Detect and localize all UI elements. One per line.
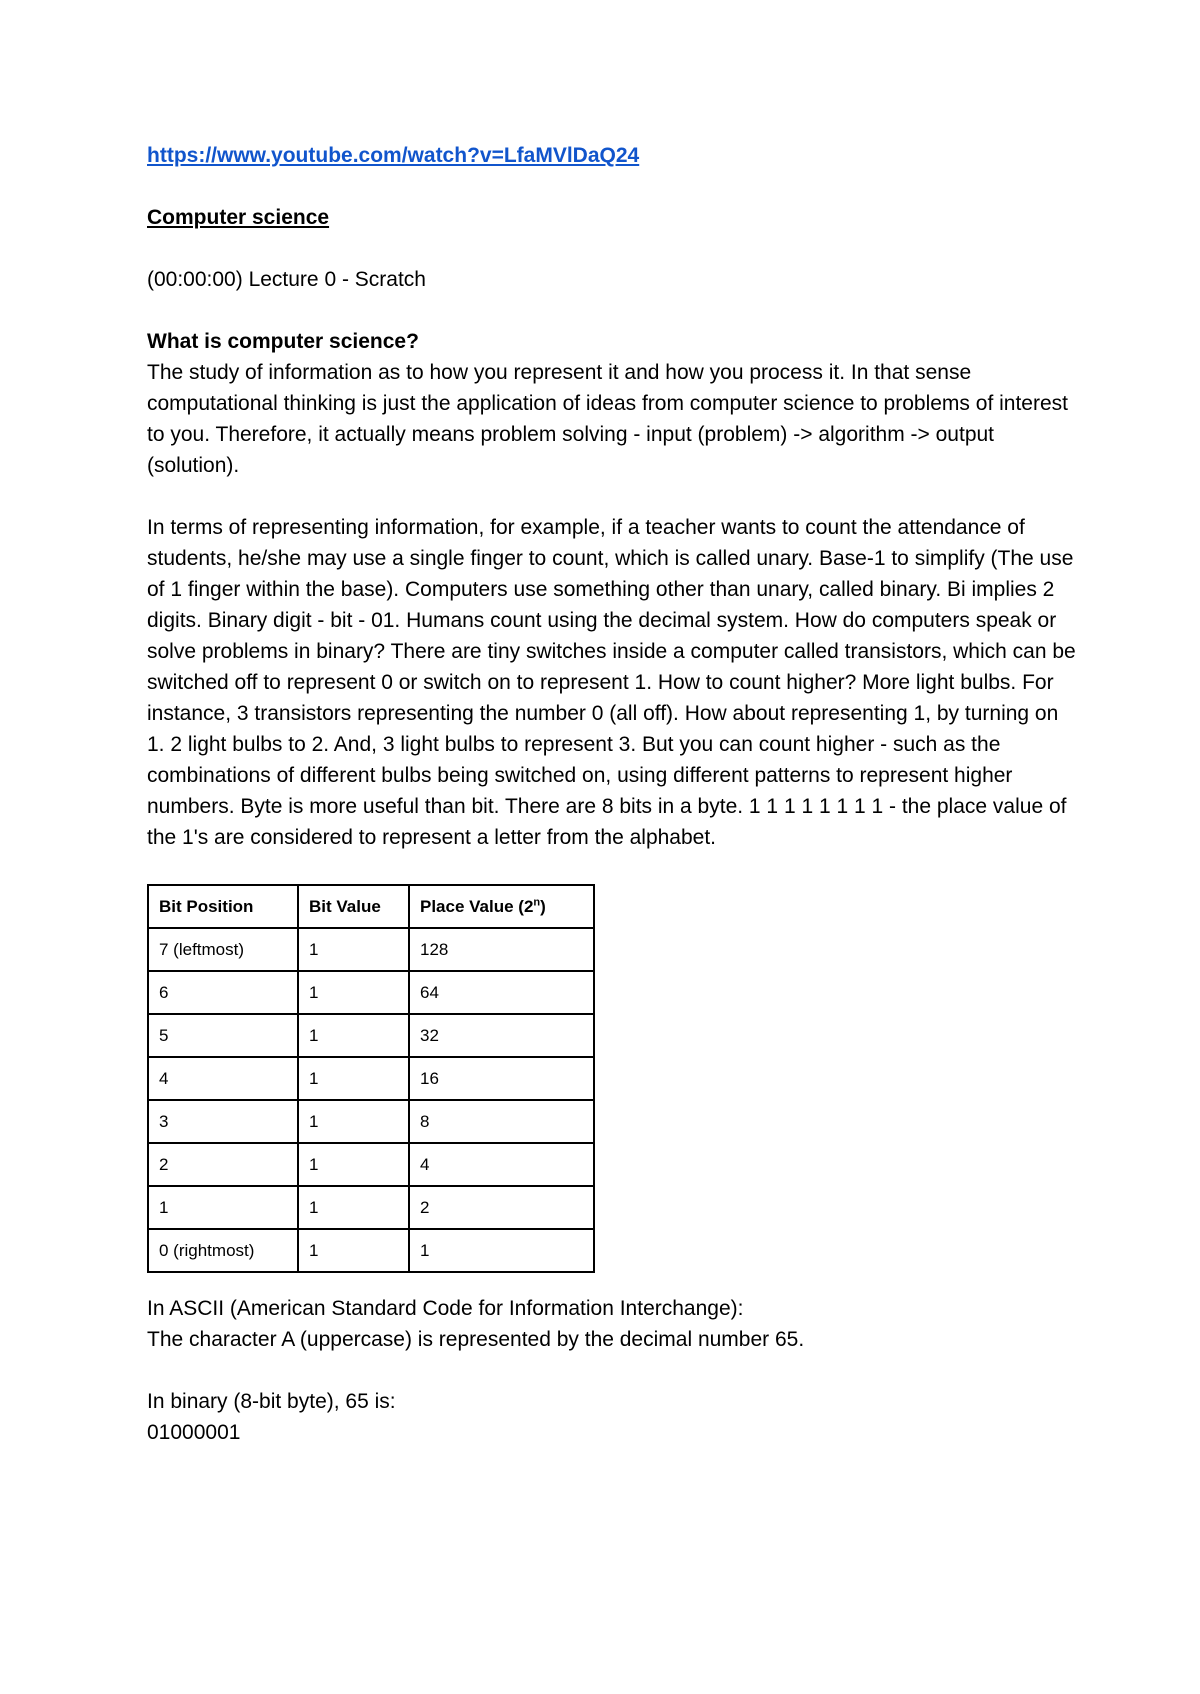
table-row (148, 971, 594, 1014)
ascii-example: The character A (uppercase) is represented by the decimal number 65. (147, 1328, 805, 1351)
cell-place: 1 (409, 1229, 594, 1272)
table-header-row (148, 885, 594, 928)
cell-position: 0 (rightmost) (148, 1229, 298, 1272)
lecture-label: (00:00:00) Lecture 0 - Scratch (147, 268, 426, 291)
cell-place: 64 (409, 971, 594, 1014)
binary-line: In binary (8-bit byte), 65 is: (147, 1390, 396, 1413)
cell-place: 32 (409, 1014, 594, 1057)
table-row (148, 1186, 594, 1229)
table-row (148, 928, 594, 971)
section-heading: What is computer science? (147, 330, 419, 353)
table-row (148, 1143, 594, 1186)
video-link[interactable]: https://www.youtube.com/watch?v=LfaMVlDaQ24 (147, 144, 640, 167)
cell-bit: 1 (298, 1014, 409, 1057)
document-body (147, 140, 1077, 1448)
spacer (147, 295, 1077, 326)
ascii-line: In ASCII (American Standard Code for Information Interchange): (147, 1297, 744, 1320)
cell-bit: 1 (298, 928, 409, 971)
cell-bit: 1 (298, 1100, 409, 1143)
cell-bit: 1 (298, 971, 409, 1014)
bit-place-value-table (147, 884, 595, 1273)
header-place-value-text: Place Value (2 (420, 897, 534, 916)
spacer (147, 233, 1077, 264)
table-row (148, 1057, 594, 1100)
cell-position: 4 (148, 1057, 298, 1100)
cell-position: 6 (148, 971, 298, 1014)
binary-value: 01000001 (147, 1421, 241, 1444)
header-bit-position: Bit Position (148, 885, 298, 928)
cell-position: 5 (148, 1014, 298, 1057)
cell-bit: 1 (298, 1057, 409, 1100)
spacer (147, 171, 1077, 202)
header-place-value-exponent: n (533, 896, 541, 909)
table-row (148, 1229, 594, 1272)
cell-bit: 1 (298, 1143, 409, 1186)
paragraph-definition: The study of information as to how you represent it and how you process it. In that sense computational thinking is just the application of ideas from computer science to problems of interest to you. Therefore, it actually means problem solving - input (problem) -> algorithm -> output (solution). (147, 361, 1068, 477)
document-title: Computer science (147, 206, 330, 229)
cell-position: 1 (148, 1186, 298, 1229)
cell-bit: 1 (298, 1186, 409, 1229)
cell-place: 2 (409, 1186, 594, 1229)
table-row (148, 1014, 594, 1057)
cell-place: 8 (409, 1100, 594, 1143)
cell-place: 4 (409, 1143, 594, 1186)
cell-place: 16 (409, 1057, 594, 1100)
cell-bit: 1 (298, 1229, 409, 1272)
cell-place: 128 (409, 928, 594, 971)
spacer (147, 481, 1077, 512)
cell-position: 3 (148, 1100, 298, 1143)
header-place-value-close: ) (540, 897, 546, 916)
header-place-value (409, 885, 594, 928)
header-bit-value: Bit Value (298, 885, 409, 928)
spacer (147, 1355, 1077, 1386)
paragraph-representation: In terms of representing information, for example, if a teacher wants to count the attendance of students, he/she may use a single finger to count, which is called unary. Base-1 to simplify (The use of 1 finger within the base). Computers use something other than unary, called binary. Bi implies 2 digits. Binary digit - bit - 01. Humans count using the decimal system. How do computers speak or solve problems in binary? There are tiny switches inside a computer called transistors, which can be switched off to represent 0 or switch on to represent 1. How to count higher? More light bulbs. For instance, 3 transistors representing the number 0 (all off). How about representing 1, by turning on 1. 2 light bulbs to 2. And, 3 light bulbs to represent 3. But you can count higher - such as the combinations of different bulbs being switched on, using different patterns to represent higher numbers. Byte is more useful than bit. There are 8 bits in a byte. 1 1 1 1 1 1 1 1 - the place value of the 1's are considered to represent a letter from the alphabet. (147, 516, 1076, 849)
cell-position: 7 (leftmost) (148, 928, 298, 971)
cell-position: 2 (148, 1143, 298, 1186)
table-row (148, 1100, 594, 1143)
